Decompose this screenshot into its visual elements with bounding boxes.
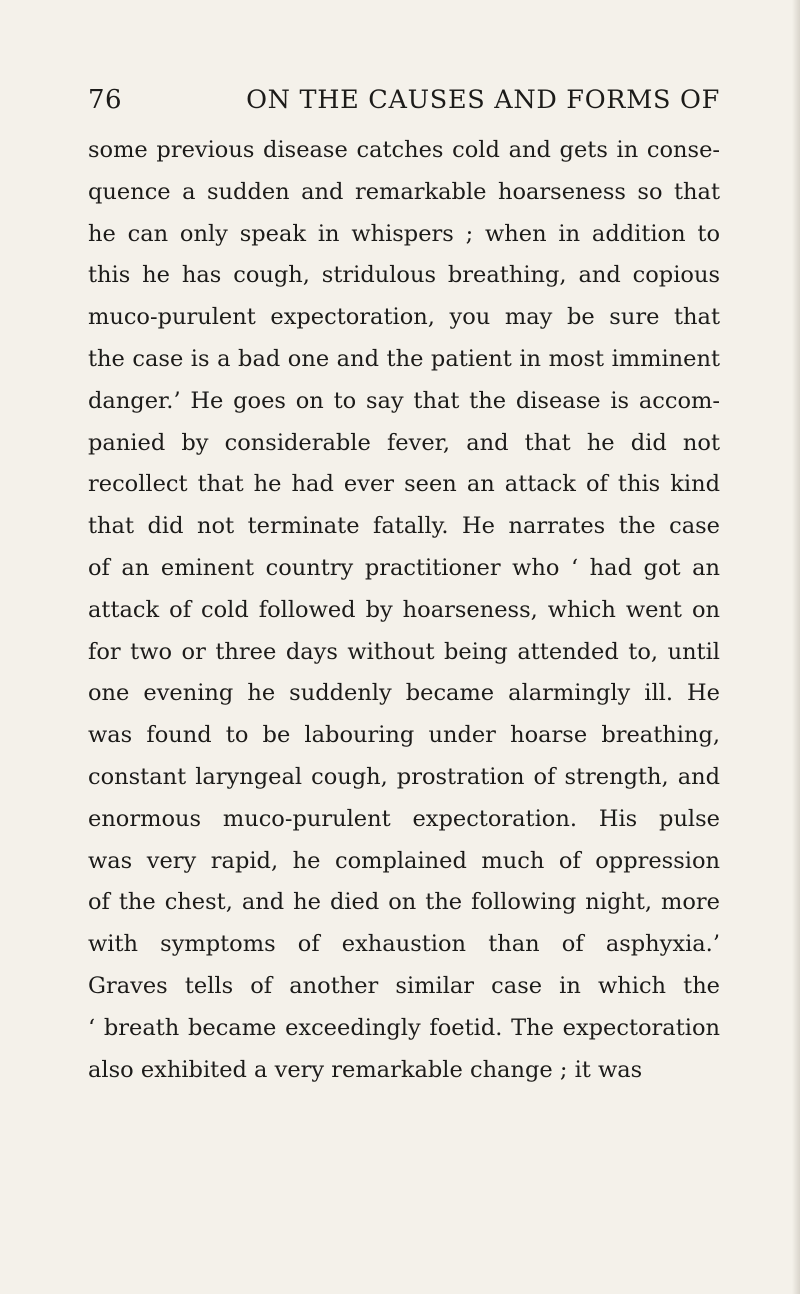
body-text: [88, 130, 720, 1091]
text-line: some previous disease catches cold and gets in conse-: [88, 137, 720, 163]
text-line: ‘ breath became exceedingly foetid. The expectoration: [88, 1014, 720, 1041]
text-line: panied by considerable fever, and that he did not: [88, 429, 720, 456]
text-line: one evening he suddenly became alarmingly ill. He: [88, 680, 720, 707]
text-line: danger.’ He goes on to say that the disease is accom-: [88, 387, 720, 414]
text-line: enormous muco-purulent expectoration. His pulse: [88, 805, 720, 832]
page-edge-shadow: [792, 0, 800, 1294]
text-line: Graves tells of another similar case in which the: [88, 972, 720, 999]
text-line: constant laryngeal cough, prostration of strength, and: [88, 763, 720, 790]
text-line: muco-purulent expectoration, you may be sure that: [88, 304, 720, 331]
text-line: of the chest, and he died on the following night, more: [88, 889, 720, 916]
page-header: [88, 85, 720, 115]
text-line: attack of cold followed by hoarseness, which went on: [88, 596, 720, 623]
text-line: for two or three days without being attended to, until: [88, 638, 720, 665]
text-line: was found to be labouring under hoarse breathing,: [88, 722, 720, 749]
page-number: 76: [88, 85, 123, 115]
text-line: quence a sudden and remarkable hoarseness so that: [88, 178, 720, 205]
text-line: was very rapid, he complained much of oppression: [88, 847, 720, 874]
text-line: recollect that he had ever seen an attack of this kind: [88, 471, 720, 498]
text-line: this he has cough, stridulous breathing, and copious: [88, 262, 720, 289]
text-line: he can only speak in whispers ; when in addition to: [88, 220, 720, 247]
running-head: ON THE CAUSES AND FORMS OF: [246, 85, 720, 115]
text-line: that did not terminate fatally. He narrates the case: [88, 513, 720, 540]
text-line: also exhibited a very remarkable change ; it was: [88, 1056, 643, 1083]
text-line: the case is a bad one and the patient in most imminent: [88, 345, 720, 372]
text-line: of an eminent country practitioner who ‘ had got an: [88, 554, 720, 581]
text-line: with symptoms of exhaustion than of asphyxia.’: [88, 931, 720, 958]
